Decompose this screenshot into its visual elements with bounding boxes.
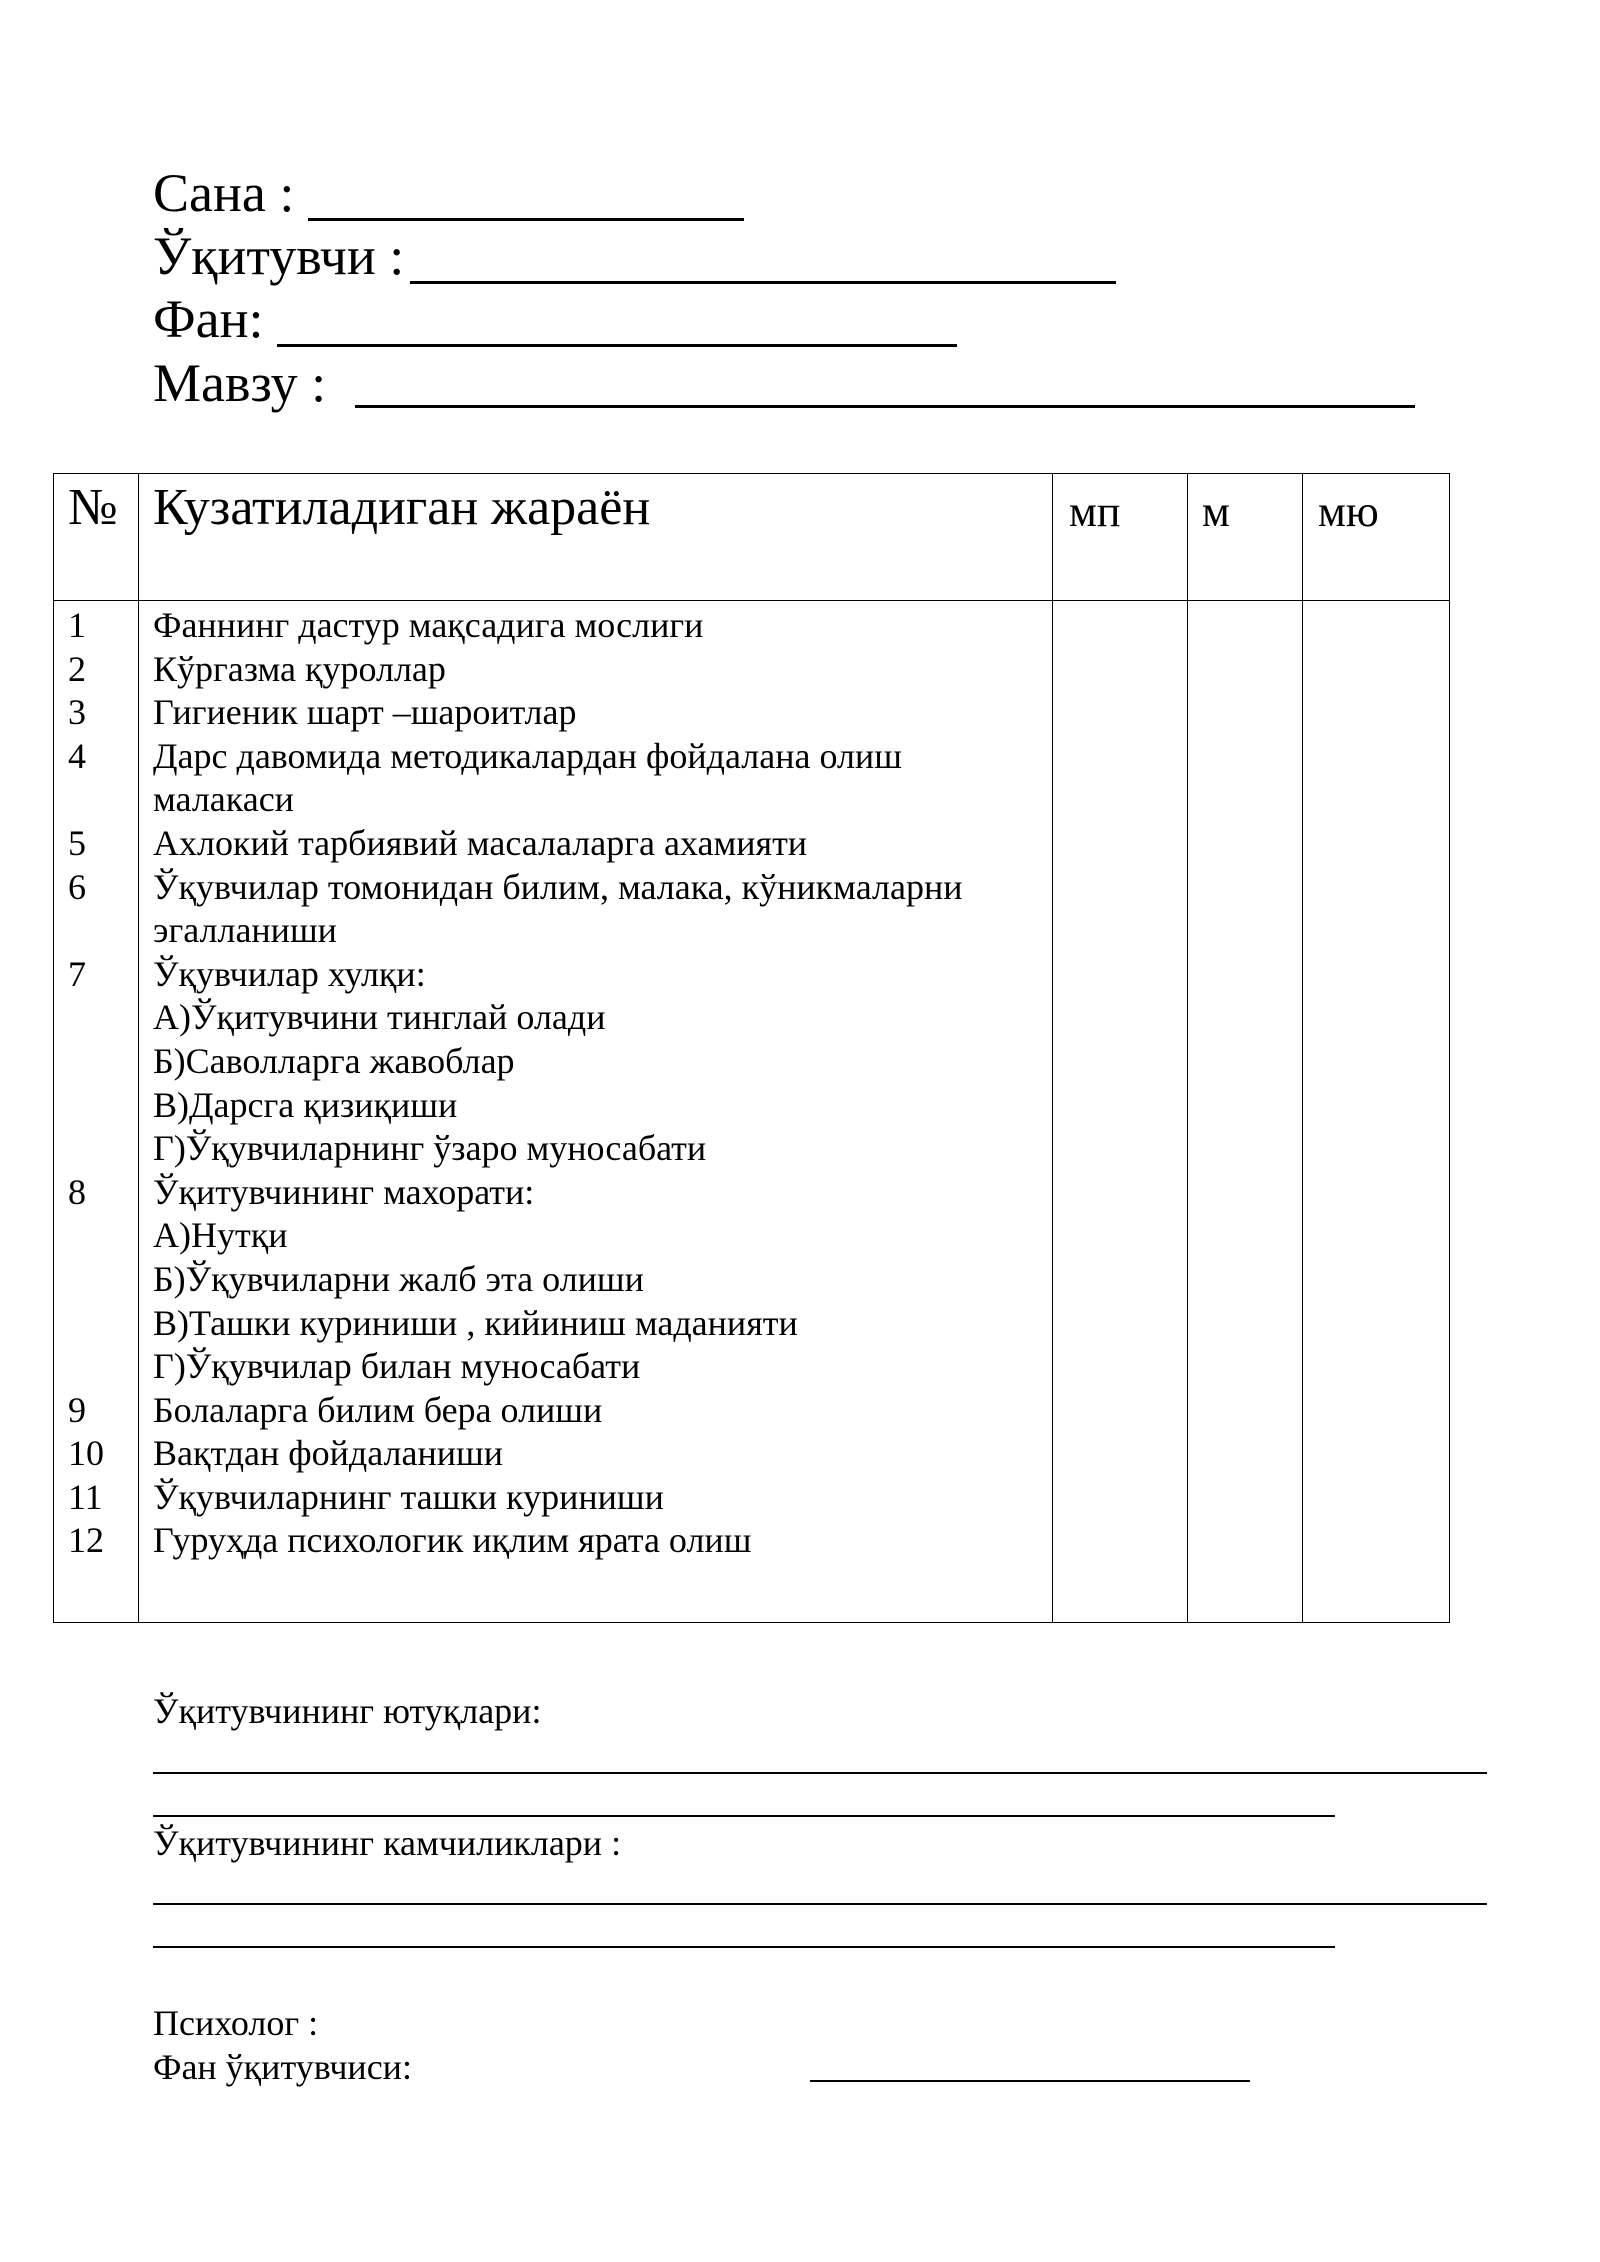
row-text: Г)Ўқувчиларнинг ўзаро муносабати [153,1128,707,1169]
table-row [54,1432,1449,1476]
header-row-divider [54,600,1449,601]
table-row [54,996,1449,1040]
column-header-m: м [1202,487,1230,536]
row-text: Дарс давомида методикалардан фойдалана олиш [153,735,902,776]
table-row [54,1084,1449,1128]
row-text: В)Ташки куриниши , кийиниш маданияти [153,1302,798,1343]
row-text: Ўқувчиларнинг ташки куриниши [153,1476,664,1517]
row-text: Б)Саволларга жавоблар [153,1040,515,1081]
row-number [54,1258,138,1302]
table-row [54,691,1449,735]
achievements-line[interactable] [153,1772,1487,1774]
row-text: Б)Ўқувчиларни жалб эта олиши [153,1258,644,1299]
row-text: Болаларга билим бера олиши [153,1389,603,1430]
table-row [54,778,1449,822]
table-row [54,909,1449,953]
row-text: эгалланиши [153,910,337,951]
table-row [54,1214,1449,1258]
row-number: 7 [68,953,86,994]
row-number [54,996,138,1040]
table-row [54,648,1449,692]
column-header-number: № [68,479,118,536]
subject-label: Фан: [153,289,264,349]
table-row [54,1127,1449,1171]
row-number [54,1127,138,1171]
signature-line[interactable] [810,2080,1250,2082]
table-row [54,735,1449,779]
row-number: 12 [68,1520,104,1561]
teacher-label: Ўқитувчи : [153,226,405,286]
row-number: 4 [68,735,86,776]
row-text: малакаси [153,779,294,820]
column-header-mp: мп [1069,487,1121,536]
date-blank-line[interactable] [308,218,744,221]
observation-table [53,473,1450,1623]
achievements-line[interactable] [153,1815,1335,1817]
row-text: Вақтдан фойдаланиши [153,1433,503,1474]
table-row [54,1389,1449,1433]
table-row [54,1345,1449,1389]
row-number [54,778,138,822]
subject-blank-line[interactable] [277,344,957,347]
topic-blank-line[interactable] [355,405,1415,408]
teacher-blank-line[interactable] [410,281,1116,284]
topic-label: Мавзу : [153,353,327,413]
row-number [54,1214,138,1258]
table-row [54,953,1449,997]
column-header-myu: мю [1318,487,1379,536]
row-text: Гигиеник шарт –шароитлар [153,692,577,733]
date-label: Сана : [153,163,295,223]
row-number: 3 [68,692,86,733]
table-row [54,866,1449,910]
table-row [54,822,1449,866]
row-text: В)Дарсга қизиқиши [153,1084,458,1125]
row-text: Ахлокий тарбиявий масалаларга ахамияти [153,822,808,863]
row-number: 8 [68,1171,86,1212]
row-number: 9 [68,1389,86,1430]
row-number: 5 [68,822,86,863]
row-text: Ўқувчилар хулқи: [153,953,426,994]
table-row [54,1519,1449,1563]
table-row [54,1171,1449,1215]
table-body [54,604,1449,1563]
shortcomings-label: Ўқитувчининг камчиликлари : [153,1823,622,1863]
table-row [54,1258,1449,1302]
row-text: А)Ўқитувчини тинглай олади [153,997,606,1038]
row-number: 1 [68,605,86,645]
row-number [54,1345,138,1389]
row-text: Гуруҳда психологик иқлим ярата олиш [153,1520,752,1561]
row-text: Г)Ўқувчилар билан муносабати [153,1346,641,1387]
row-text: Ўқитувчининг махорати: [153,1171,535,1212]
row-text: Ўқувчилар томонидан билим, малака, кўникмаларни [153,866,963,907]
column-header-process: Кузатиладиган жараён [153,479,651,536]
row-number [54,909,138,953]
row-text: А)Нутқи [153,1215,288,1256]
table-row [54,1302,1449,1346]
shortcomings-line[interactable] [153,1946,1335,1948]
achievements-label: Ўқитувчининг ютуқлари: [153,1691,542,1731]
table-row [54,604,1449,648]
row-number [54,1302,138,1346]
row-number [54,1084,138,1128]
subject-teacher-label: Фан ўқитувчиси: [153,2047,412,2087]
row-text: Фаннинг дастур мақсадига мослиги [153,605,704,645]
row-text: Кўргазма қуроллар [153,648,446,689]
row-number: 6 [68,866,86,907]
row-number: 2 [68,648,86,689]
row-number [54,1040,138,1084]
shortcomings-line[interactable] [153,1903,1487,1905]
table-row [54,1040,1449,1084]
psychologist-label: Психолог : [153,2003,319,2043]
table-row [54,1476,1449,1520]
row-number: 10 [68,1433,104,1474]
row-number: 11 [68,1476,103,1517]
